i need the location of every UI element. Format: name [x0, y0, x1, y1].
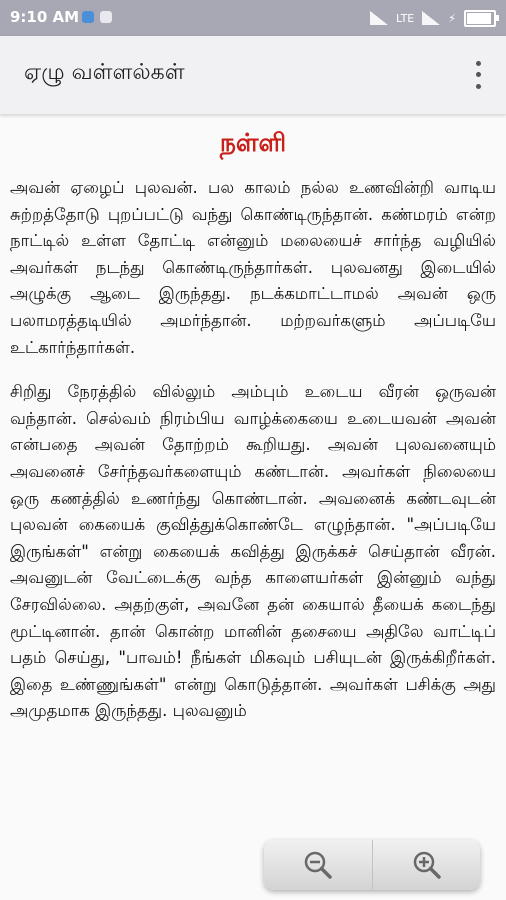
- zoom-controls: [264, 840, 480, 890]
- battery-fill: [467, 13, 491, 24]
- overflow-menu-icon[interactable]: [468, 58, 488, 92]
- notification-icon: [100, 11, 112, 23]
- zoom-in-icon: [412, 850, 442, 880]
- signal-icon: [370, 11, 388, 25]
- status-bar: [0, 0, 506, 36]
- zoom-out-button[interactable]: [264, 840, 372, 890]
- article-heading: நள்ளி: [219, 128, 287, 157]
- battery-icon: [464, 10, 496, 27]
- zoom-out-icon: [303, 850, 333, 880]
- zoom-in-button[interactable]: [372, 840, 481, 890]
- app-title: ஏழு வள்ளல்கள்: [24, 60, 185, 85]
- status-time: 9:10 AM: [10, 8, 80, 26]
- network-type: LTE: [395, 11, 415, 25]
- charging-icon: ⚡: [448, 11, 456, 25]
- signal-icon-2: [422, 11, 440, 25]
- status-right: [370, 7, 496, 29]
- article-paragraph: சிறிது நேரத்தில் வில்லும் அம்பும் உடைய வீரன் ஒருவன் வந்தான். செல்வம் நிரம்பிய வாழ்க்கையை உடையவன் அவன் என்பதை அவன் தோற்றம் கூறியது. அவன் புலவனையும் அவனைச் சேர்ந்தவர்களையும் கண்டான். அவர்கள் நிலையை ஒரு கணத்தில் உணர்ந்து கொண்டான். அவனைக் கண்டவுடன் புலவன் கையைக் குவித்துக்கொண்டே எழுந்தான். "அப்படியே இருங்கள்" என்று கையைக் கவித்து இருக்கச் செய்தான் வீரன். அவனுடன் வேட்டைக்கு வந்த காளையர்கள் இன்னும் வந்து சேரவில்லை. அதற்குள், அவனே தன் கையால் தீயைக் கடைந்து மூட்டினான். தான் கொன்ற மானின் தசையை அதிலே வாட்டிப் பதம் செய்து, "பாவம்! நீங்கள் மிகவும் பசியுடன் இருக்கிறீர்கள். இதை உண்ணுங்கள்" என்று கொடுத்தான். அவர்கள் பசிக்கு அது அமுதமாக இருந்தது. புலவனும்: [10, 382, 496, 721]
- sync-icon: [82, 11, 94, 23]
- article-content: [10, 124, 496, 743]
- article-paragraph: அவன் ஏழைப் புலவன். பல காலம் நல்ல உணவின்றி வாடிய சுற்றத்தோடு புறப்பட்டு வந்து கொண்டிருந்தான். கண்மரம் என்ற நாட்டில் உள்ள தோட்டி என்னும் மலையைச் சார்ந்த வழியில் அவர்கள் நடந்து கொண்டிருந்தார்கள். புலவனது இடையில் அழுக்கு ஆடை இருந்தது. நடக்கமாட்டாமல் அவன் ஒரு பலாமரத்தடியில் அமர்ந்தான். மற்றவர்களும் அப்படியே உட்கார்ந்தார்கள்.: [10, 178, 496, 357]
- app-bar: [0, 36, 506, 115]
